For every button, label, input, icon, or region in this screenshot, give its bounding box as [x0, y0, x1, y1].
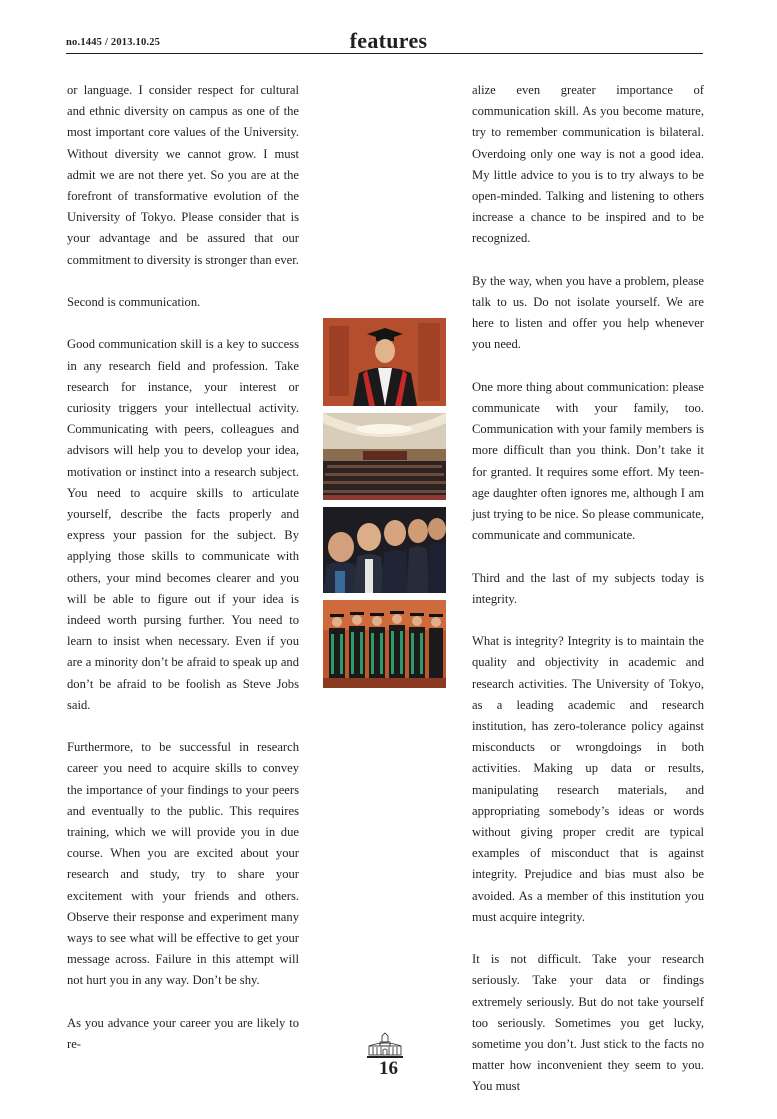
audience-students-photo [323, 507, 446, 593]
paragraph: Good communication skill is a key to success in any research field and profession. Take research for instance, your interest or curiosity triggers your intellectual activity. Communicating with peers, colleagues and advisors will help you to develop your idea, motivation or instinct into a research subject. You need to acquire skills to articulate yourself, describe the facts properly and express your passion for the subject. By applying those skills to communicate with others, your mind becomes clearer and you will be able to figure out if your idea is indeed worth pursing further. You need to learn to insist when necessary. Even if you are a minority don’t be afraid to speak up and don’t be afraid to be foolish as Steve Jobs said. [67, 337, 299, 712]
paragraph: What is integrity? Integrity is to maintain the quality and objectivity in academic and research activities. The University of Tokyo, as a leading academic and research institution, has zero-tolerance policy against misconducts or wrongdoings in both activities. Making up data or results, manipulating research materials, and appropriating somebody’s ideas or words without giving proper credit are typical examples of misconduct that is against integrity. Prejudice and bias must also be avoided. As a member of this institution you must acquire integrity. [472, 634, 704, 924]
speaker-portrait-photo [323, 318, 446, 406]
section-title: features [349, 28, 428, 53]
paragraph: It is not difficult. Take your research seriously. Take your data or findings extremely seriously. But do not take yourself too seriously. Sometimes you get lucky, sometime you don’t. Just stick to the facts no matter how inconvenient they seem to you. You must [472, 952, 704, 1094]
paragraph: Second is communication. [67, 295, 201, 310]
header-rule [66, 53, 703, 54]
graduation-faculty-photo [323, 600, 446, 688]
paragraph: alize even greater importance of communication skill. As you become mature, try to remember communication is bilateral. Overdoing only one way is not a good idea. My little advice to you is to try always to be open-minded. Talking and listening to others increase a chance to be inspired and to be recognized. [472, 83, 704, 246]
paragraph: Third and the last of my subjects today is integrity. [472, 570, 704, 606]
left-column [67, 80, 299, 1076]
page-number: 16 [379, 1058, 398, 1079]
paragraph: or language. I consider respect for cultural and ethnic diversity on campus as one of the most important core values of the University. Without diversity we cannot grow. I must admit we are not there yet. So you are at the forefront of transformative evolution of the University of Tokyo. Please consider that is your advantage and be assured that our commitment to diversity is stronger than ever. [67, 83, 299, 267]
paragraph: Furthermore, to be successful in research career you need to acquire skills to convey the importance of your findings to your peers and eventually to the public. This requires training, which we will provide you in due course. When you are excited about your research and study, try to share your excitement with your friends and others. Observe their response and experiment many ways to see what will be effective to get your message across. Failure in this attempt will not hurt you in any way. Don’t be shy. [67, 740, 299, 988]
paragraph: By the way, when you have a problem, please talk to us. Do not isolate yourself. We are here to listen and offer you help whenever you need. [472, 273, 704, 352]
issue-number: no.1445 / 2013.10.25 [66, 37, 161, 48]
yasuda-auditorium-emblem-icon [366, 1032, 404, 1060]
right-column [472, 80, 704, 1119]
paragraph: As you advance your career you are likely to re- [67, 1015, 299, 1052]
auditorium-photo [323, 413, 446, 500]
paragraph: One more thing about communication: please communicate with your family, too. Communication with your family members is more difficult than you think. Don’t take it for granted. It requires some effort. My teen-age daughter often ignores me, although I am just trying to be nice. So please communicate, communicate and communicate. [472, 379, 704, 543]
